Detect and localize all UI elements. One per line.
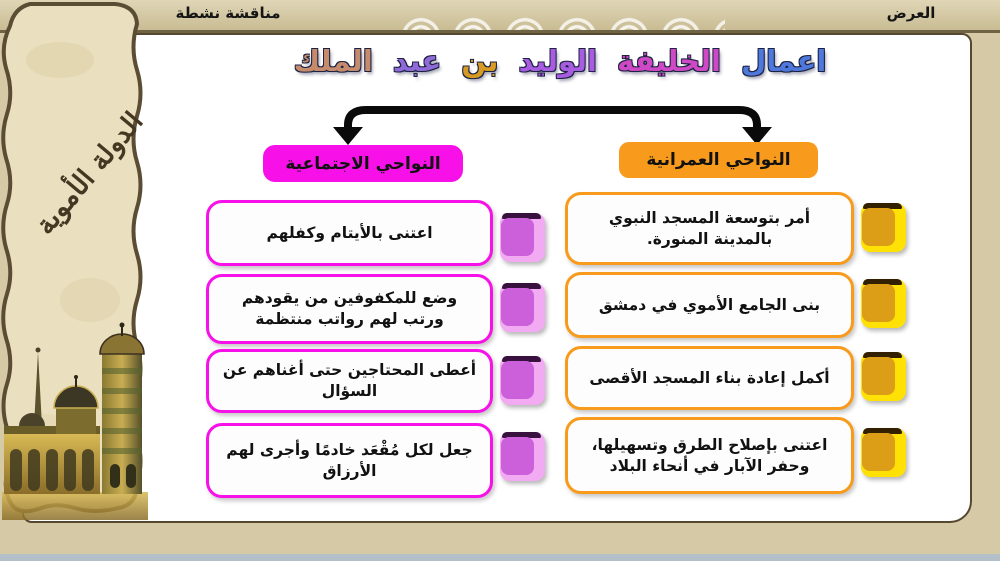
social-cube-button-3[interactable] <box>500 356 545 405</box>
social-item-card: أعطى المحتاجين حتى أغناهم عن السؤال <box>206 349 493 413</box>
urban-cube-button-1[interactable] <box>861 203 906 252</box>
umayyad-state-calligraphy: الدولة الأموية <box>29 106 150 241</box>
social-column-header: النواحي الاجتماعية <box>263 145 463 182</box>
title-word: عبد <box>392 44 442 78</box>
title-word: الخليفة <box>617 44 721 78</box>
title-word: بن <box>461 44 499 78</box>
title-word: الوليد <box>518 44 597 78</box>
urban-cube-button-4[interactable] <box>861 428 906 477</box>
cube-face <box>501 361 534 399</box>
urban-cube-button-2[interactable] <box>861 279 906 328</box>
tab-active-discussion[interactable]: مناقشة نشطة <box>175 4 281 22</box>
tab-view[interactable]: العرض <box>886 4 936 22</box>
social-item-card: وضع للمكفوفين من يقودهم ورتب لهم رواتب منتظمة <box>206 274 493 344</box>
urban-item-card: بنى الجامع الأموي في دمشق <box>565 272 854 338</box>
cube-face <box>862 357 895 395</box>
cube-face <box>501 288 534 326</box>
cube-face <box>862 284 895 322</box>
urban-item-card: اعتنى بإصلاح الطرق وتسهيلها، وحفر الآبار في أنحاء البلاد <box>565 417 854 494</box>
slide-title <box>270 44 850 78</box>
title-word: الملك <box>293 44 373 78</box>
urban-item-card: أمر بتوسعة المسجد النبوي بالمدينة المنورة. <box>565 192 854 265</box>
urban-item-card: أكمل إعادة بناء المسجد الأقصى <box>565 346 854 410</box>
cube-face <box>501 218 534 256</box>
cube-face <box>862 208 895 246</box>
social-item-card: جعل لكل مُقْعَد خادمًا وأجرى لهم الأرزاق <box>206 423 493 498</box>
social-item-card: اعتنى بالأيتام وكفلهم <box>206 200 493 266</box>
cube-face <box>501 437 534 475</box>
umayyad-mosque-illustration <box>2 294 148 520</box>
bottom-edge-strip <box>0 554 1000 561</box>
urban-column-header: النواحي العمرانية <box>619 142 818 178</box>
social-cube-button-1[interactable] <box>500 213 545 262</box>
social-cube-button-2[interactable] <box>500 283 545 332</box>
urban-cube-button-3[interactable] <box>861 352 906 401</box>
social-cube-button-4[interactable] <box>500 432 545 481</box>
arabesque-pattern-icon <box>395 0 725 30</box>
cube-face <box>862 433 895 471</box>
title-word: اعمال <box>741 44 827 78</box>
